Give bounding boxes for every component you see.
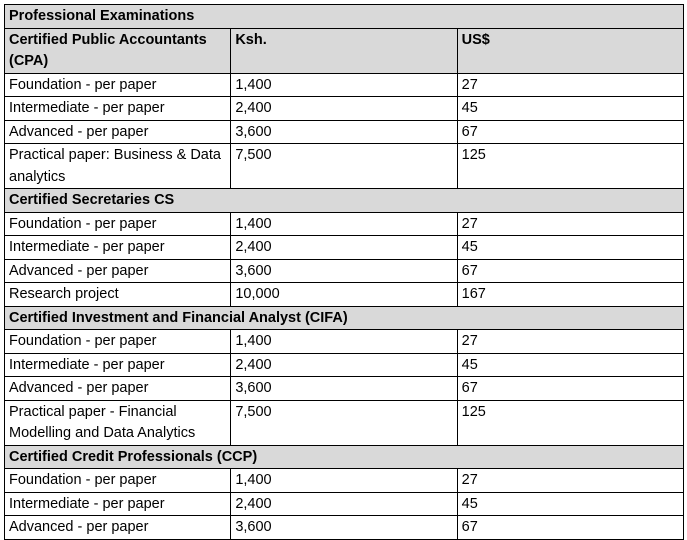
row-usd: 27 [457,330,683,354]
row-item: Foundation - per paper [5,330,231,354]
row-ksh: 1,400 [231,469,457,493]
row-ksh: 1,400 [231,330,457,354]
row-item: Intermediate - per paper [5,97,231,121]
section-header-ccp [5,445,684,469]
row-usd: 45 [457,236,683,260]
column-header-usd: US$ [457,28,683,73]
row-item: Intermediate - per paper [5,236,231,260]
row-ksh: 3,600 [231,120,457,144]
row-usd: 45 [457,492,683,516]
row-ksh: 1,400 [231,73,457,97]
row-ksh: 2,400 [231,353,457,377]
table-row [5,97,684,121]
table-row [5,400,684,445]
row-item: Foundation - per paper [5,469,231,493]
table-row [5,377,684,401]
column-header-ksh: Ksh. [231,28,457,73]
row-item: Foundation - per paper [5,73,231,97]
table-row [5,120,684,144]
row-item: Advanced - per paper [5,377,231,401]
row-usd: 67 [457,516,683,540]
section-name: Certified Credit Professionals (CCP) [5,445,684,469]
table-row [5,330,684,354]
row-ksh: 1,400 [231,212,457,236]
row-ksh: 2,400 [231,236,457,260]
table-title: Professional Examinations [5,5,684,29]
row-ksh: 3,600 [231,259,457,283]
row-usd: 27 [457,212,683,236]
row-item: Advanced - per paper [5,259,231,283]
row-ksh: 7,500 [231,144,457,189]
row-ksh: 2,400 [231,492,457,516]
row-item: Practical paper - Financial Modelling and Data Analytics [5,400,231,445]
row-item: Advanced - per paper [5,120,231,144]
row-item: Foundation - per paper [5,212,231,236]
row-item: Research project [5,283,231,307]
table-row [5,469,684,493]
row-item: Advanced - per paper [5,516,231,540]
row-ksh: 3,600 [231,516,457,540]
row-item: Intermediate - per paper [5,492,231,516]
row-usd: 125 [457,144,683,189]
section-name: Certified Public Accountants (CPA) [5,28,231,73]
row-ksh: 7,500 [231,400,457,445]
table-row [5,283,684,307]
table-row [5,353,684,377]
section-name: Certified Investment and Financial Analyst (CIFA) [5,306,684,330]
row-usd: 45 [457,97,683,121]
section-header-cpa [5,28,684,73]
table-row [5,73,684,97]
table-title-row [5,5,684,29]
section-header-cs [5,189,684,213]
row-usd: 45 [457,353,683,377]
table-row [5,492,684,516]
row-item: Practical paper: Business & Data analytics [5,144,231,189]
table-row [5,516,684,540]
table-row [5,259,684,283]
row-usd: 27 [457,73,683,97]
row-usd: 167 [457,283,683,307]
row-usd: 67 [457,259,683,283]
row-usd: 67 [457,120,683,144]
row-usd: 27 [457,469,683,493]
row-ksh: 10,000 [231,283,457,307]
table-row [5,144,684,189]
table-row [5,212,684,236]
row-ksh: 3,600 [231,377,457,401]
row-item: Intermediate - per paper [5,353,231,377]
fees-table [4,4,684,540]
section-header-cifa [5,306,684,330]
table-row [5,236,684,260]
row-usd: 125 [457,400,683,445]
row-usd: 67 [457,377,683,401]
section-name: Certified Secretaries CS [5,189,684,213]
row-ksh: 2,400 [231,97,457,121]
